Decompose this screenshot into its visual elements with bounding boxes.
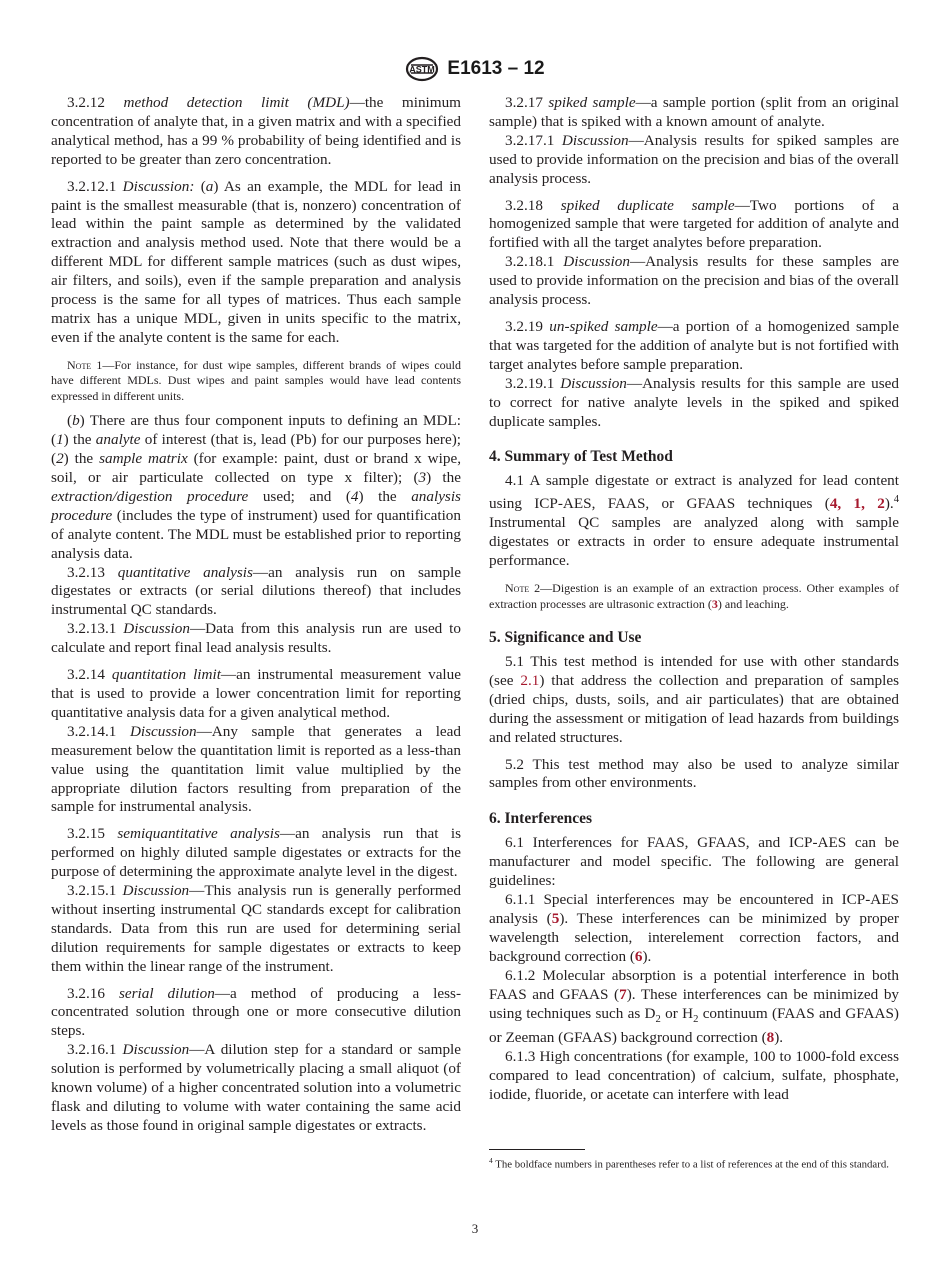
section-link[interactable]: 2.1 bbox=[520, 671, 540, 689]
section-3-2-18-1: 3.2.18.1 Discussion—Analysis results for these samples are used to provide information on the precision and bias of the overall analysis process. bbox=[489, 253, 899, 309]
section-3-2-12: 3.2.12 method detection limit (MDL)—the minimum concentration of analyte that, in a given matrix and with a specified analytical method, has a 99 % probability of being identified and is reported to be greater than zero concentration. bbox=[51, 94, 461, 168]
section-3-2-14: 3.2.14 quantitation limit—an instrumental measurement value that is used to provide a lower concentration limit for reporting quantitative analysis data for a given analytical method. bbox=[51, 666, 461, 721]
mdl-inputs-paragraph: (b) There are thus four component inputs to defining an MDL: (1) the analyte of interest (that is, lead (Pb) for our purposes here); (2) the sample matrix (for example: paint, dust or brand x wipe, soil, or air particulate collected on type x filter); (3) the extraction/digestion procedure used; and (4) the analysis procedure (includes the type of instrument) used for quantification of analyte content. The MDL must be established prior to reporting analysis data. bbox=[51, 412, 461, 562]
heading-summary-of-test-method: 4. Summary of Test Method bbox=[489, 448, 673, 466]
heading-interferences: 6. Interferences bbox=[489, 810, 593, 828]
footnote-text: $^4$ The boldface numbers in parentheses refer to a list of references at the end of this standard. bbox=[489, 1156, 889, 1171]
section-6-1: 6.1 Interferences for FAAS, GFAAS, and ICP-AES can be manufacturer and model specific. The following are general guidelines: bbox=[489, 834, 899, 890]
section-3-2-13: 3.2.13 quantitative analysis—an analysis run on sample digestates or extracts (or serial dilutions thereof) that includes instrumental QC standards. bbox=[51, 563, 461, 619]
section-4-1: 4.1 A sample digestate or extract is analyzed for lead content using ICP-AES, FAAS, or GFAAS techniques (4, 1, 2).$^4$ Instrumental QC samples are analyzed along with sample digestates or extracts in order to ensure adequate instrumental performance. bbox=[489, 472, 900, 570]
section-5-2: 5.2 This test method may also be used to analyze similar samples from other environments. bbox=[489, 755, 899, 792]
section-3-2-19-1: 3.2.19.1 Discussion—Analysis results for this sample are used to correct for native analyte levels in the spiked and spiked duplicate samples. bbox=[489, 374, 900, 430]
page-number: 3 bbox=[471, 1221, 479, 1236]
section-3-2-16: 3.2.16 serial dilution—a method of producing a less-concentrated solution through one or more consecutive dilution steps. bbox=[51, 984, 462, 1040]
section-6-1-1: 6.1.1 Special interferences may be encountered in ICP-AES analysis (5). These interferences can be minimized by proper wavelength selection, interelement correction factors, and background correction (6). bbox=[489, 891, 899, 965]
section-6-1-3: 6.1.3 High concentrations (for example, 100 to 1000-fold excess compared to lead concentration) of calcium, sulfate, phosphate, iodide, fluoride, or acetate can interfere with lead bbox=[489, 1048, 899, 1104]
section-3-2-14-1: 3.2.14.1 Discussion—Any sample that generates a lead measurement below the quantitation limit is reported as a less-than value using the quantitation limit value multiplied by the appropriate dilution factors resulting from preparation of the sample for instrumental analysis. bbox=[51, 722, 461, 816]
section-3-2-19: 3.2.19 un-spiked sample—a portion of a homogenized sample that was targeted for the addition of analyte but is not fortified with target analytes before sample preparation. bbox=[489, 317, 900, 373]
reference-link[interactable]: 7 bbox=[619, 985, 627, 1003]
section-3-2-12-1: 3.2.12.1 Discussion: (a) As an example, the MDL for lead in paint is the smallest measurable (that is, nonzero) concentration of lead within the paint sample as determined by the validated extraction and analysis method used. Note that there would be a different MDL for different sample matrices (such as dust wipes, air filters, and soils), even if the sample preparation and analysis process is the same for all types of matrices. Thus each sample matrix has a unique MDL, given in units specific to the matrix, even if the analyte content is the same for each. bbox=[51, 177, 462, 346]
note-2: Note 2—Digestion is an example of an extraction process. Other examples of extraction processes are ultrasonic extraction (3) and leaching. bbox=[489, 581, 900, 611]
right-column bbox=[489, 94, 899, 1105]
document-id: E1613 – 12 bbox=[447, 58, 545, 79]
section-3-2-16-1: 3.2.16.1 Discussion—A dilution step for a standard or sample solution is performed by volumetrically placing a small aliquot (of known volume) of a higher concentrated solution into a volumetric flask and diluting to volume with water containing the same acid levels as those found in original sample digestates or extracts. bbox=[51, 1041, 461, 1134]
reference-link[interactable]: 6 bbox=[634, 947, 643, 965]
section-3-2-13-1: 3.2.13.1 Discussion—Data from this analysis run are used to calculate and report final lead analysis results. bbox=[51, 620, 461, 657]
svg-text:ASTM: ASTM bbox=[409, 64, 436, 75]
footnote bbox=[489, 1149, 899, 1172]
note-1: Note 1—For instance, for dust wipe samples, different brands of wipes could have different MDLs. Dust wipes and paint samples would have lead contents expressed in different units. bbox=[51, 357, 461, 403]
reference-link[interactable]: 2 bbox=[877, 495, 885, 513]
footnote-marker: 4 bbox=[893, 494, 900, 506]
section-3-2-17-1: 3.2.17.1 Discussion—Analysis results for spiked samples are used to provide information on the precision and bias of the overall analysis process. bbox=[489, 131, 900, 187]
left-column bbox=[51, 94, 461, 1136]
page-header bbox=[0, 56, 950, 87]
heading-significance-and-use: 5. Significance and Use bbox=[489, 629, 642, 646]
astm-logo-icon bbox=[405, 56, 439, 82]
reference-link[interactable]: 5 bbox=[551, 909, 560, 927]
reference-link[interactable]: 8 bbox=[766, 1029, 775, 1047]
section-3-2-15-1: 3.2.15.1 Discussion—This analysis run is generally performed without inserting instrumental QC standards except for calibration standards. Data from this run are used for determining serial dilution requirements for sample digestates or extracts to keep them within the linear range of the instrument. bbox=[51, 882, 461, 975]
section-3-2-15: 3.2.15 semiquantitative analysis—an analysis run that is performed on highly diluted sample digestates or extracts for the purpose of determining the approximate analyte level in the digest. bbox=[51, 825, 461, 881]
section-3-2-17: 3.2.17 spiked sample—a sample portion (split from an original sample) that is spiked with a known amount of analyte. bbox=[489, 94, 900, 130]
footnote-divider bbox=[489, 1149, 585, 1150]
section-6-1-2: 6.1.2 Molecular absorption is a potential interference in both FAAS and GFAAS (7). These interferences can be minimized by using techniques such as $D_2$ or $H_2$ continuum (FAAS and GFAAS) or Zeeman (GFAAS) background correction (8). bbox=[489, 966, 900, 1047]
reference-link[interactable]: 1 bbox=[853, 495, 862, 513]
reference-link[interactable]: 4 bbox=[829, 495, 838, 513]
section-3-2-18: 3.2.18 spiked duplicate sample—Two portions of a homogenized sample that were targeted for addition of analyte and fortified with all the target analytes before preparation. bbox=[489, 196, 900, 252]
reference-link[interactable]: 3 bbox=[711, 596, 718, 611]
section-5-1: 5.1 This test method is intended for use with other standards (see 2.1) that address the collection and preparation of samples (dried chips, dusts, soils, and air particulates) that are obtained during the assessment or mitigation of lead hazards from buildings and related structures. bbox=[489, 653, 900, 746]
